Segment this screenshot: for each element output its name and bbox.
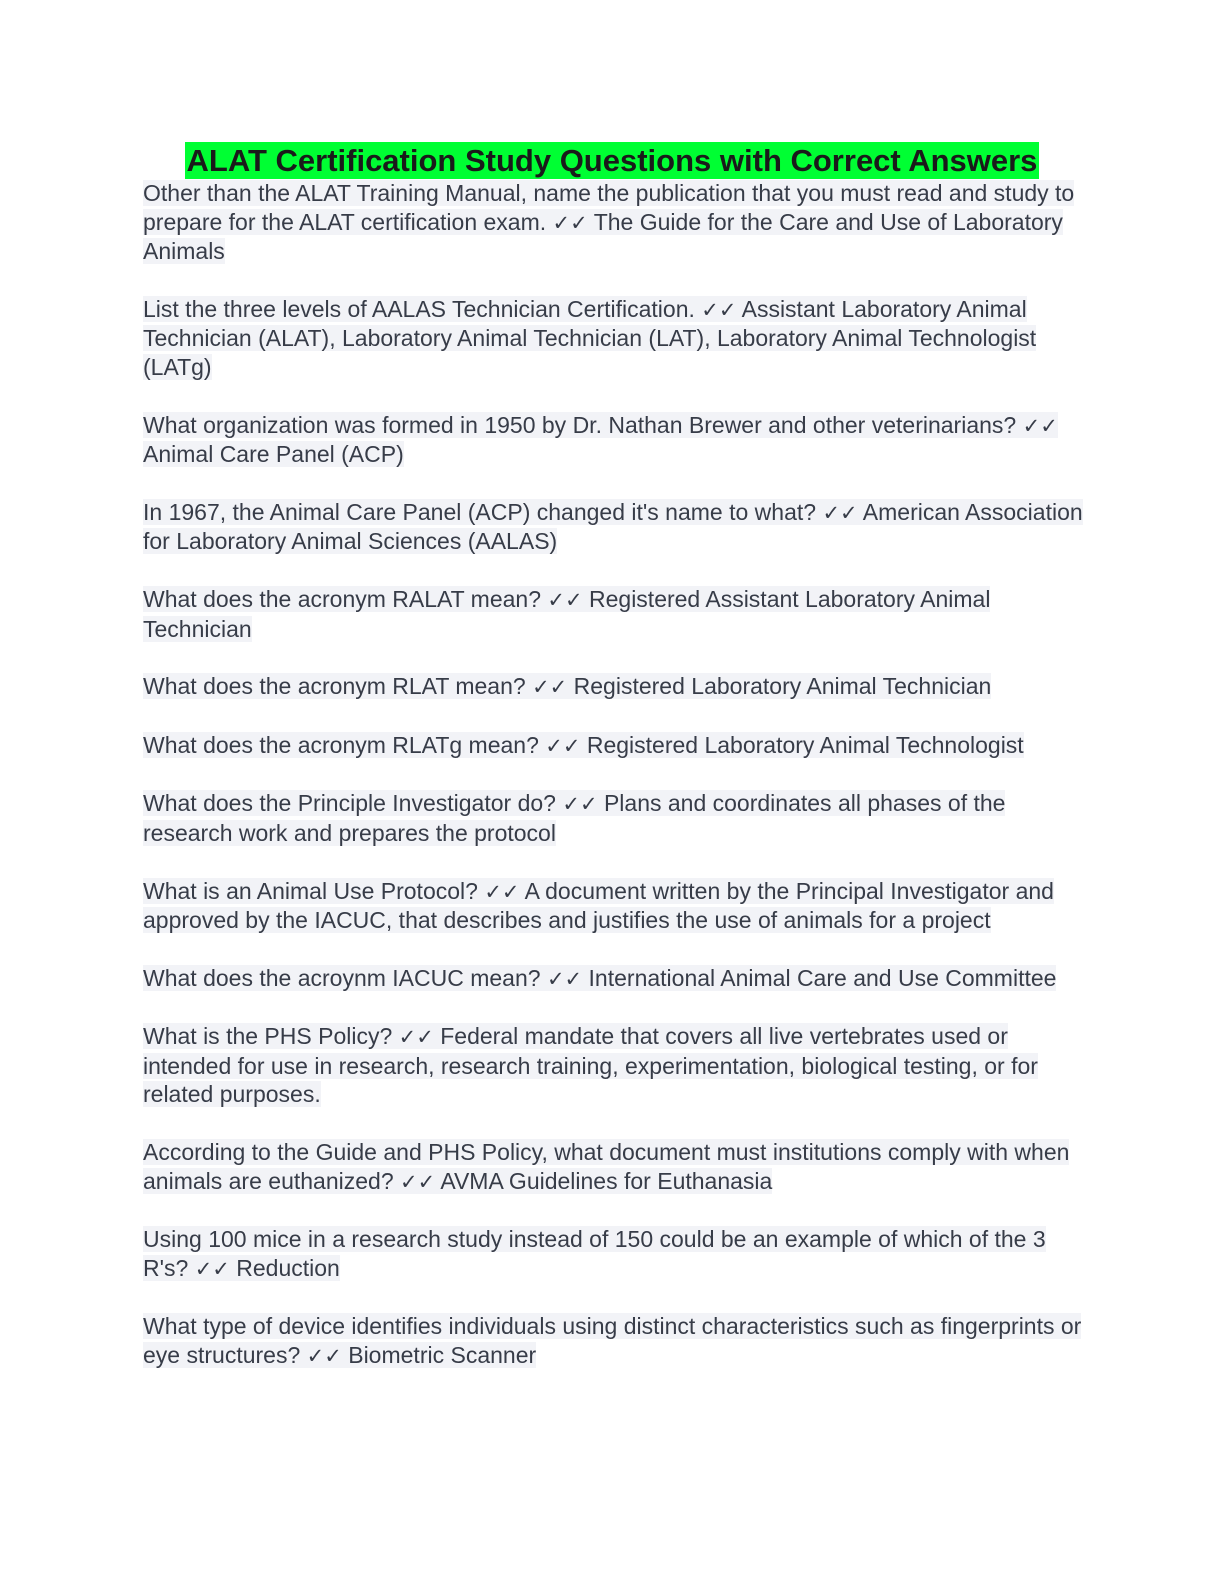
double-check-icon: ✓✓: [701, 297, 737, 322]
question-text: What does the acronym RLAT mean?: [143, 673, 526, 700]
question-text: Other than the ALAT Training Manual, name the publication that you must read and study to prepare for the ALAT certification exam.: [143, 180, 1075, 235]
answer-text: Reduction: [236, 1254, 340, 1281]
question-text: What does the acronym RALAT mean?: [143, 585, 542, 612]
double-check-icon: ✓✓: [398, 1025, 434, 1050]
answer-text: Registered Laboratory Animal Technologist: [586, 731, 1024, 758]
double-check-icon: ✓✓: [194, 1256, 230, 1281]
qa-text: [143, 965, 1056, 991]
answer-text: Plans and coordinates all phases of the research work and prepares the protocol: [143, 790, 1006, 846]
double-check-icon: ✓✓: [484, 879, 520, 904]
qa-list: [143, 179, 1083, 1400]
qa-item: [143, 731, 1083, 761]
qa-item: [143, 964, 1083, 994]
question-text: What type of device identifies individuals using distinct characteristics such as fingerprints or eye structures?: [143, 1313, 1082, 1369]
question-text: List the three levels of AALAS Technician Certification.: [143, 295, 695, 322]
qa-text: [143, 1226, 1046, 1281]
qa-text: [143, 586, 990, 642]
double-check-icon: ✓✓: [822, 500, 858, 525]
qa-text: [143, 1023, 1038, 1107]
qa-text: [143, 296, 1036, 380]
qa-item: [143, 672, 1083, 702]
qa-text: [143, 732, 1024, 758]
answer-text: American Association for Laboratory Animal Sciences (AALAS): [143, 498, 1083, 555]
qa-text: [143, 180, 1074, 264]
question-text: According to the Guide and PHS Policy, what document must institutions comply with when animals are euthanized?: [143, 1139, 1070, 1194]
double-check-icon: ✓✓: [546, 966, 583, 991]
question-text: What organization was formed in 1950 by Dr. Nathan Brewer and other veterinarians?: [143, 411, 1017, 438]
title-wrapper: [0, 142, 1224, 179]
qa-item: [143, 1022, 1083, 1109]
qa-item: [143, 498, 1083, 556]
double-check-icon: ✓✓: [552, 210, 588, 235]
qa-text: [143, 878, 1054, 934]
qa-item: [143, 877, 1083, 935]
qa-text: [143, 673, 991, 699]
answer-text: Assistant Laboratory Animal Technician (ALAT), Laboratory Animal Technician (LAT), Laboratory Animal Technologist (LATg): [143, 295, 1037, 380]
question-text: What does the acronym RLATg mean?: [143, 731, 539, 758]
answer-text: International Animal Care and Use Committee: [588, 964, 1057, 991]
double-check-icon: ✓✓: [547, 587, 583, 612]
double-check-icon: ✓✓: [532, 675, 568, 700]
answer-text: Registered Laboratory Animal Technician: [573, 673, 992, 700]
question-text: Using 100 mice in a research study instead of 150 could be an example of which of the 3 R's?: [143, 1226, 1046, 1281]
double-check-icon: ✓✓: [1022, 413, 1058, 438]
qa-item: [143, 1225, 1083, 1283]
double-check-icon: ✓✓: [400, 1169, 436, 1194]
question-text: What is an Animal Use Protocol?: [143, 877, 478, 904]
qa-item: [143, 585, 1083, 643]
qa-text: [143, 790, 1005, 846]
double-check-icon: ✓✓: [306, 1344, 342, 1369]
qa-item: [143, 295, 1083, 382]
question-text: In 1967, the Animal Care Panel (ACP) changed it's name to what?: [143, 498, 817, 525]
double-check-icon: ✓✓: [562, 792, 598, 817]
answer-text: Registered Assistant Laboratory Animal Technician: [143, 585, 991, 642]
double-check-icon: ✓✓: [545, 733, 581, 758]
qa-item: [143, 1312, 1083, 1370]
answer-text: The Guide for the Care and Use of Laboratory Animals: [143, 208, 1063, 265]
qa-item: [143, 1138, 1083, 1196]
question-text: What does the acroynm IACUC mean?: [143, 964, 541, 991]
qa-text: [143, 1139, 1069, 1194]
answer-text: Biometric Scanner: [348, 1342, 537, 1369]
qa-text: [143, 1313, 1081, 1368]
qa-text: [143, 499, 1083, 555]
question-text: What is the PHS Policy?: [143, 1023, 393, 1050]
answer-text: Federal mandate that covers all live vertebrates used or intended for use in research, research training, experimentation, biological testing, or for related purposes.: [143, 1023, 1038, 1108]
question-text: What does the Principle Investigator do?: [143, 790, 556, 817]
qa-text: [143, 412, 1058, 468]
answer-text: Animal Care Panel (ACP): [143, 441, 404, 468]
document-title: ALAT Certification Study Questions with Correct Answers: [186, 143, 1038, 178]
answer-text: A document written by the Principal Investigator and approved by the IACUC, that describes and justifies the use of animals for a project: [143, 877, 1054, 934]
answer-text: AVMA Guidelines for Euthanasia: [440, 1167, 773, 1194]
qa-item: [143, 411, 1083, 469]
qa-item: [143, 789, 1083, 847]
qa-item: [143, 179, 1083, 266]
